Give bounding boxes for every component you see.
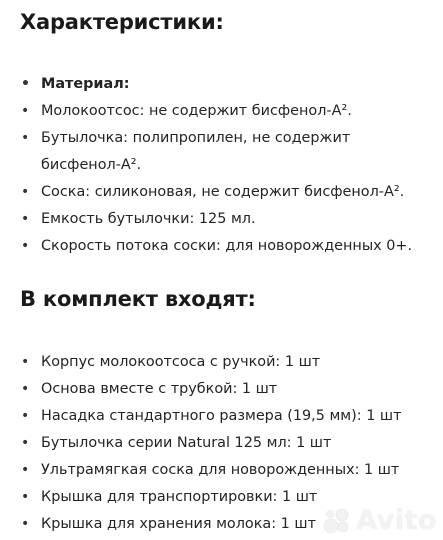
list-item: • Крышка для транспортировки: 1 шт (20, 484, 440, 511)
avito-watermark (322, 505, 437, 536)
list-item: • Соска: силиконовая, не содержит бисфенол-А². (20, 179, 440, 206)
list-item: • Скорость потока соски: для новорожденных 0+. (20, 233, 440, 260)
specs-list (20, 71, 440, 260)
avito-logo-icon (322, 506, 352, 536)
list-item: • Насадка стандартного размера (19,5 мм): 1 шт (20, 403, 440, 430)
list-item: • Корпус молокоотсоса с ручкой: 1 шт (20, 349, 440, 376)
list-item: • Материал: (20, 71, 440, 98)
kit-heading: В комплект входят: (20, 287, 256, 311)
list-item: • Емкость бутылочки: 125 мл. (20, 206, 440, 233)
specs-heading: Характеристики: (20, 10, 224, 34)
watermark-text: Avito (356, 505, 437, 536)
list-item: • Бутылочка серии Natural 125 мл: 1 шт (20, 430, 440, 457)
list-item: • Ультрамягкая соска для новорожденных: 1 шт (20, 457, 440, 484)
list-item: • Основа вместе с трубкой: 1 шт (20, 376, 440, 403)
list-item: • Бутылочка: полипропилен, не содержит бисфенол-А². (20, 125, 381, 179)
list-item: • Крышка для хранения молока: 1 шт (20, 511, 440, 538)
list-item: • Молокоотсос: не содержит бисфенол-А². (20, 98, 440, 125)
